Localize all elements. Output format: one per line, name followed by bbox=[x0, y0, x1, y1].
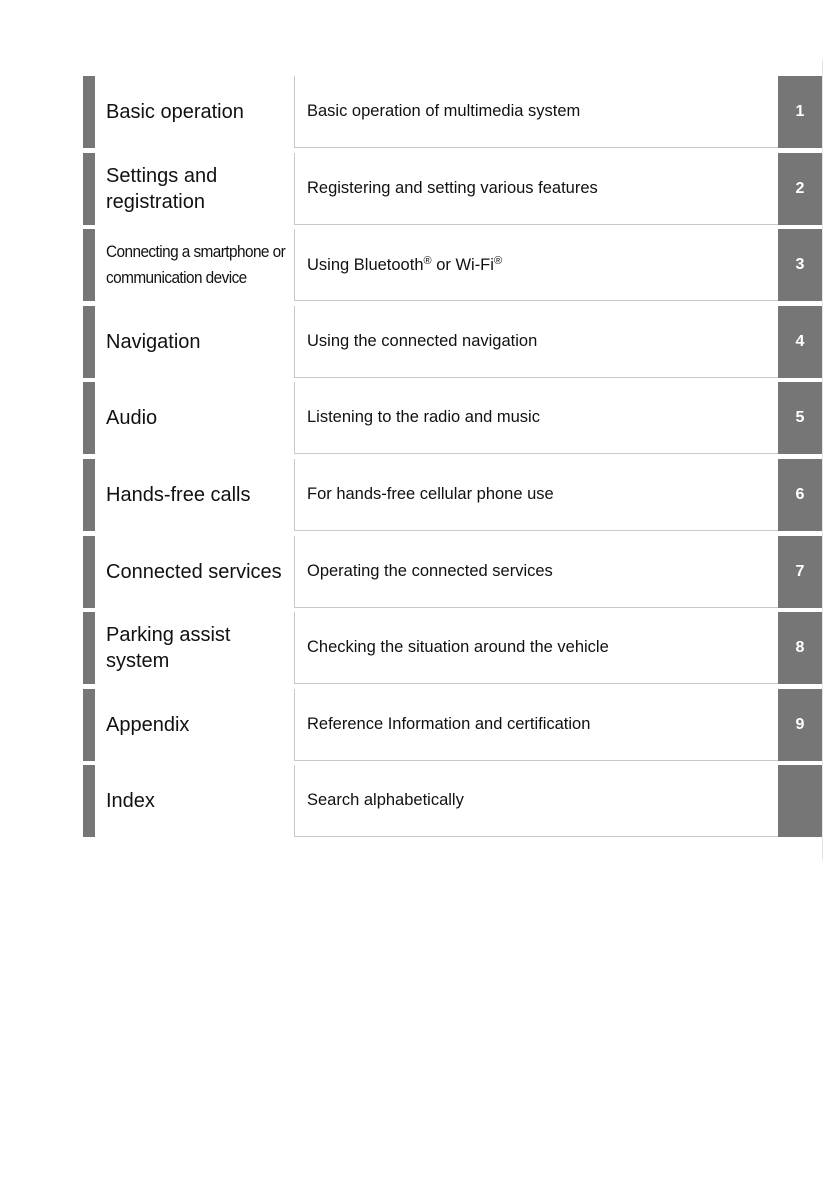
section-description-box bbox=[294, 536, 779, 608]
section-description: Reference Information and certification bbox=[307, 714, 591, 733]
toc-row-audio[interactable] bbox=[83, 382, 823, 454]
section-description: Basic operation of multimedia system bbox=[307, 102, 581, 120]
table-of-contents bbox=[83, 76, 823, 842]
section-marker-bar bbox=[83, 536, 95, 608]
chapter-tab-2[interactable]: 2 bbox=[778, 153, 822, 225]
section-description: Checking the situation around the vehicle bbox=[307, 638, 609, 657]
registered-mark: ® bbox=[493, 254, 503, 267]
chapter-tab-9[interactable]: 9 bbox=[778, 689, 822, 761]
section-marker-bar bbox=[83, 76, 95, 148]
toc-row-connecting[interactable] bbox=[83, 229, 823, 301]
chapter-tab-index[interactable] bbox=[778, 765, 822, 837]
chapter-tab-3[interactable]: 3 bbox=[778, 229, 822, 301]
section-description-box bbox=[294, 76, 779, 148]
registered-mark: ® bbox=[423, 254, 432, 267]
chapter-tab-7[interactable]: 7 bbox=[778, 536, 822, 608]
section-marker-bar bbox=[83, 382, 95, 454]
section-description-box bbox=[294, 459, 779, 531]
section-description: Using the connected navigation bbox=[307, 331, 538, 350]
toc-row-basic-operation[interactable] bbox=[83, 76, 823, 148]
section-title[interactable]: Index bbox=[106, 790, 155, 813]
section-description-box bbox=[294, 765, 779, 837]
chapter-tab-6[interactable]: 6 bbox=[778, 459, 822, 531]
section-title[interactable]: Navigation bbox=[106, 330, 201, 353]
section-description-box bbox=[294, 153, 779, 225]
chapter-tab-8[interactable]: 8 bbox=[778, 612, 822, 684]
toc-row-settings[interactable] bbox=[83, 153, 823, 225]
toc-row-index[interactable] bbox=[83, 765, 823, 837]
section-description: For hands-free cellular phone use bbox=[307, 484, 554, 503]
section-description: Registering and setting various features bbox=[307, 178, 598, 197]
section-description bbox=[307, 255, 502, 275]
section-description-box bbox=[294, 612, 779, 684]
section-description: Operating the connected services bbox=[307, 561, 553, 580]
chapter-tab-1[interactable]: 1 bbox=[778, 76, 822, 148]
toc-row-appendix[interactable] bbox=[83, 689, 823, 761]
section-title[interactable]: Basic operation bbox=[106, 101, 244, 123]
section-marker-bar bbox=[83, 306, 95, 378]
section-title[interactable]: Connecting a smartphone or communication device bbox=[106, 243, 286, 288]
toc-row-navigation[interactable] bbox=[83, 306, 823, 378]
section-description: Listening to the radio and music bbox=[307, 408, 540, 427]
section-title[interactable]: Parking assist system bbox=[106, 624, 231, 673]
toc-row-hands-free[interactable] bbox=[83, 459, 823, 531]
section-title[interactable]: Audio bbox=[106, 407, 158, 430]
section-description: Search alphabetically bbox=[307, 791, 464, 810]
section-description-box bbox=[294, 229, 779, 301]
section-description-box bbox=[294, 382, 779, 454]
section-title[interactable]: Settings and registration bbox=[106, 164, 218, 213]
toc-row-parking-assist[interactable] bbox=[83, 612, 823, 684]
section-description-box bbox=[294, 689, 779, 761]
desc-text-bluetooth: Using Bluetooth bbox=[307, 255, 424, 274]
desc-text-wifi: or Wi-Fi bbox=[431, 255, 494, 274]
toc-row-connected-services[interactable] bbox=[83, 536, 823, 608]
section-title[interactable]: Appendix bbox=[106, 713, 190, 736]
section-marker-bar bbox=[83, 612, 95, 684]
section-marker-bar bbox=[83, 153, 95, 225]
section-title[interactable]: Connected services bbox=[106, 560, 282, 583]
section-marker-bar bbox=[83, 459, 95, 531]
chapter-tab-5[interactable]: 5 bbox=[778, 382, 822, 454]
section-marker-bar bbox=[83, 689, 95, 761]
chapter-tab-4[interactable]: 4 bbox=[778, 306, 822, 378]
section-title[interactable]: Hands-free calls bbox=[106, 483, 251, 506]
section-description-box bbox=[294, 306, 779, 378]
section-marker-bar bbox=[83, 229, 95, 301]
section-marker-bar bbox=[83, 765, 95, 837]
